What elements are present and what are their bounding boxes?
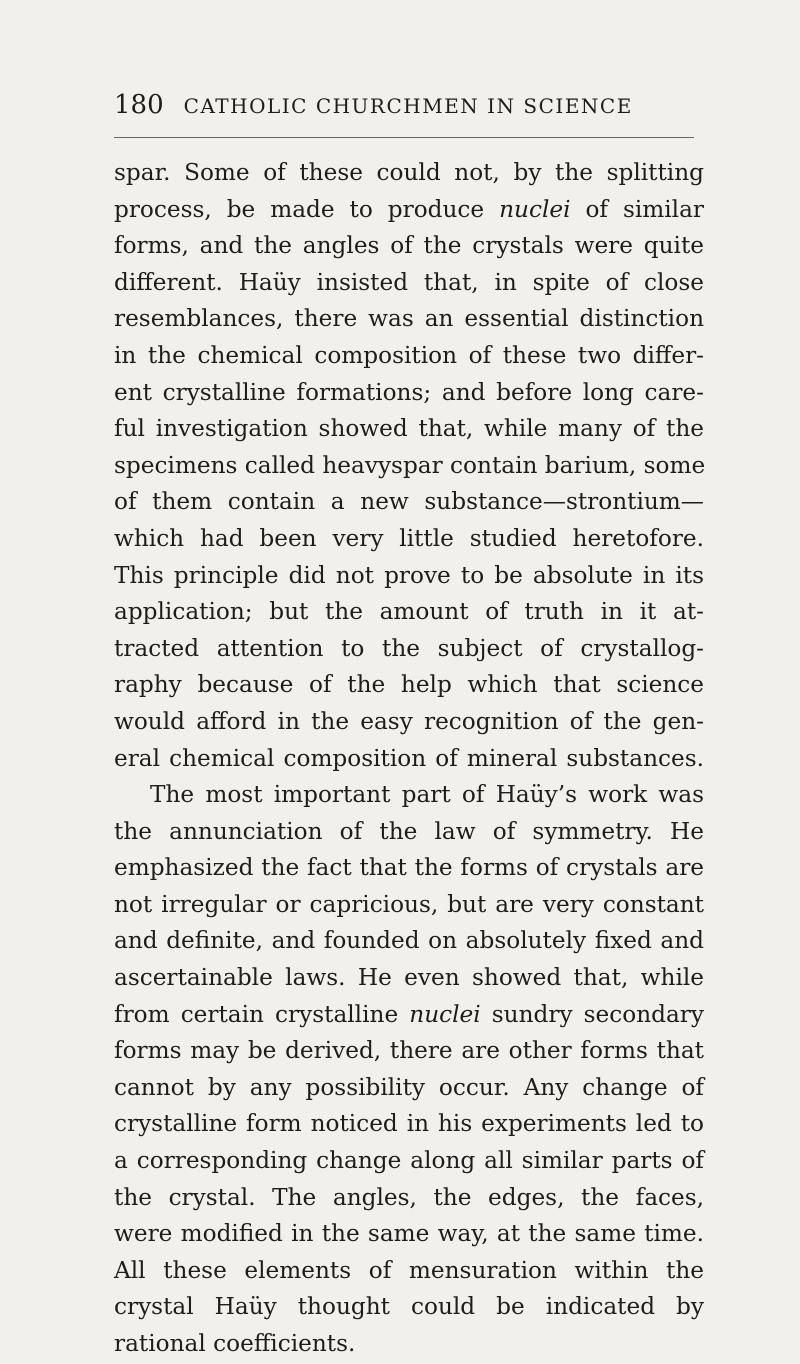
text-line: ful investigation showed that, while many of the [114, 415, 704, 443]
text-line: crystalline form noticed in his experiments led to [114, 1110, 704, 1138]
body-text [114, 155, 704, 1363]
page-number: 180 [114, 90, 164, 120]
italic-term: nuclei [409, 1000, 481, 1028]
text-line: spar. Some of these could not, by the splitting [114, 159, 704, 186]
text-line: the annunciation of the law of symmetry. He [114, 817, 704, 845]
text-line: This principle did not prove to be absolute in its [114, 561, 704, 589]
text-line: were modified in the same way, at the same time. [114, 1220, 704, 1248]
italic-term: nuclei [499, 195, 571, 223]
text-line: specimens called heavyspar contain barium, some [114, 451, 706, 479]
text-line: process, be made to produce nuclei of similar [114, 195, 704, 223]
text-line: All these elements of mensuration within the [114, 1256, 704, 1284]
text-line: tracted attention to the subject of crystallog- [114, 634, 704, 662]
text-line: and definite, and founded on absolutely fixed and [114, 927, 704, 955]
text-line: eral chemical composition of mineral substances. [114, 744, 704, 772]
text-line: cannot by any possibility occur. Any change of [114, 1073, 704, 1101]
text-line: ent crystalline formations; and before long care- [114, 378, 704, 406]
running-title: CATHOLIC CHURCHMEN IN SCIENCE [183, 94, 633, 118]
text-line: of them contain a new substance—strontium— [114, 488, 704, 516]
text-line: emphasized the fact that the forms of crystals are [114, 854, 704, 882]
text-line: application; but the amount of truth in it at- [114, 598, 704, 626]
text-line: would afford in the easy recognition of the gen- [114, 707, 704, 735]
text-line: forms may be derived, there are other forms that [114, 1037, 704, 1065]
text-line: a corresponding change along all similar parts of [114, 1147, 704, 1175]
page-header [114, 90, 694, 130]
text-line: not irregular or capricious, but are very constant [114, 890, 704, 918]
text-line: the crystal. The angles, the edges, the faces, [114, 1183, 704, 1211]
text-line: forms, and the angles of the crystals were quite [114, 232, 704, 260]
text-line: in the chemical composition of these two differ- [114, 341, 704, 369]
text-line: ascertainable laws. He even showed that, while [114, 964, 704, 992]
text-line: The most important part of Haüy’s work was [150, 781, 704, 809]
text-line: different. Haüy insisted that, in spite of close [114, 268, 704, 296]
text-line: from certain crystalline nuclei sundry secondary [114, 1000, 704, 1028]
text-line: raphy because of the help which that science [114, 671, 704, 699]
text-line: rational coefficients. [114, 1330, 356, 1357]
text-line: crystal Haüy thought could be indicated by [114, 1293, 704, 1321]
text-line: resemblances, there was an essential distinction [114, 305, 704, 333]
text-line: which had been very little studied heretofore. [114, 524, 704, 552]
header-rule [114, 137, 694, 138]
